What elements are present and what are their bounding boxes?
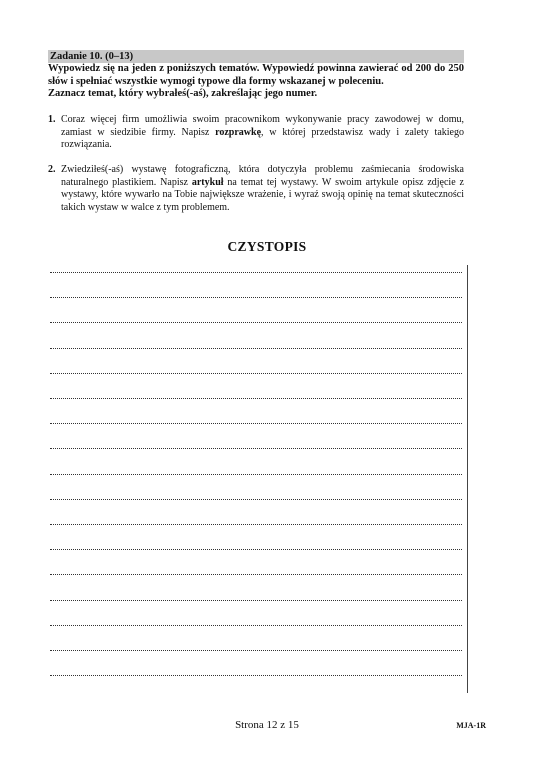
topic-text-part: Coraz więcej firm umożliwia swoim pracownikom wykonywanie pracy zawodowej w domu, zamiast w siedzibie firmy. Napisz — [61, 114, 464, 138]
task-instructions — [48, 63, 464, 101]
writing-line[interactable] — [50, 398, 462, 399]
writing-line[interactable] — [50, 499, 462, 500]
instruction-word-count: Wypowiedz się na jeden z poniższych tematów. Wypowiedź powinna zawierać od 200 do 250 słów i spełniać wszystkie wymogi typowe dla formy wskazanej w poleceniu. — [48, 63, 464, 87]
writing-line[interactable] — [50, 322, 462, 323]
writing-line[interactable] — [50, 474, 462, 475]
page-number: Strona 12 z 15 — [235, 719, 299, 731]
writing-line[interactable] — [50, 297, 462, 298]
writing-line[interactable] — [50, 675, 462, 676]
margin-rule — [467, 265, 468, 693]
task-header: Zadanie 10. (0–13) — [48, 50, 464, 63]
exam-code: MJA-1R — [456, 721, 486, 730]
topic-text — [61, 114, 464, 152]
topic-number[interactable]: 2. — [48, 164, 56, 175]
topic-text-part: Zwiedziłeś(-aś) wystawę fotograficzną, która dotyczyła problemu zaśmiecania środowiska naturalnego plastikiem. Napisz — [61, 164, 464, 188]
topic-2[interactable] — [48, 164, 464, 214]
writing-line[interactable] — [50, 600, 462, 601]
instruction-select-topic: Zaznacz temat, który wybrałeś(-aś), zakreślając jego numer. — [48, 88, 318, 99]
topic-keyword: rozprawkę — [215, 126, 262, 138]
topic-number[interactable]: 1. — [48, 114, 56, 125]
topic-text-part: na temat tej wystawy. W swoim artykule opisz zdjęcie z wystawy, które wywarło na Tobie największe wrażenie, i wyraź swoją opinię na temat skuteczności takich wystaw w walce z tym problemem. — [61, 176, 464, 213]
topic-text — [61, 164, 464, 214]
writing-line[interactable] — [50, 650, 462, 651]
writing-line[interactable] — [50, 272, 462, 273]
writing-line[interactable] — [50, 574, 462, 575]
topic-text-part: , w której przedstawisz wady i zalety takiego rozwiązania. — [61, 126, 464, 150]
topic-keyword: artykuł — [191, 176, 224, 188]
writing-line[interactable] — [50, 373, 462, 374]
section-title: CZYSTOPIS — [227, 239, 307, 254]
writing-line[interactable] — [50, 625, 462, 626]
topic-1[interactable] — [48, 114, 464, 152]
writing-line[interactable] — [50, 423, 462, 424]
writing-line[interactable] — [50, 524, 462, 525]
writing-line[interactable] — [50, 549, 462, 550]
writing-line[interactable] — [50, 348, 462, 349]
writing-line[interactable] — [50, 448, 462, 449]
